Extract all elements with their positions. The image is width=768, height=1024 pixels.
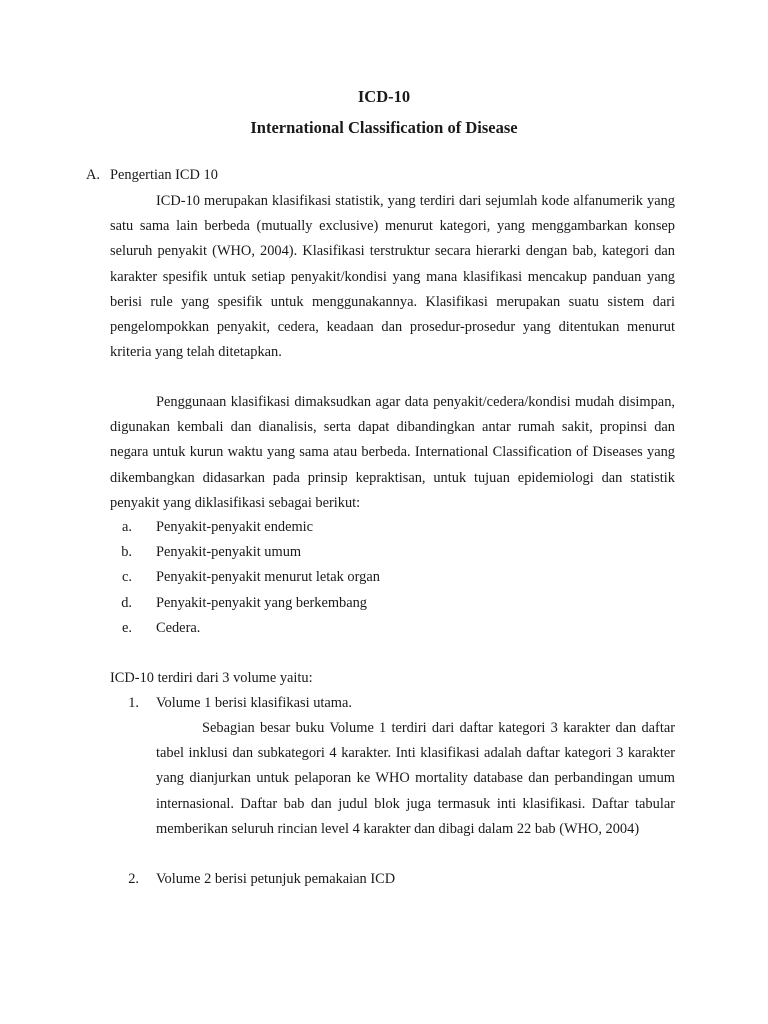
volume-item-text: Volume 2 berisi petunjuk pemakaian ICD [156, 871, 396, 887]
list-item-text: Penyakit-penyakit menurut letak organ [156, 569, 380, 586]
list-item [110, 515, 380, 540]
list-item-text: Penyakit-penyakit yang berkembang [156, 594, 367, 611]
document-subtitle: International Classification of Disease [250, 118, 518, 137]
list-item-text: Penyakit-penyakit endemic [156, 519, 314, 535]
volume-item-2 [110, 867, 395, 892]
volume-item-1 [110, 691, 352, 716]
volumes-intro: ICD-10 terdiri dari 3 volume yaitu: [110, 670, 313, 686]
list-item-text: Penyakit-penyakit umum [156, 544, 302, 561]
list-item [110, 591, 380, 616]
list-marker: c. [122, 569, 132, 586]
list-marker: a. [122, 519, 132, 535]
classification-list [110, 515, 380, 641]
document-title: ICD-10 [357, 87, 411, 106]
list-marker: d. [121, 594, 132, 611]
list-item [110, 540, 380, 565]
section-marker: A. [86, 167, 100, 183]
list-item [110, 616, 380, 641]
list-item [110, 565, 380, 590]
volume-1-description: Sebagian besar buku Volume 1 terdiri dari daftar kategori 3 karakter dan daftar tabel inklusi dan subkategori 4 karakter. Inti klasifikasi adalah daftar kategori 3 karakter yang dianjurkan untuk pelaporan ke WHO mortality database dan perbandingan umum internasional. Daftar bab dan judul blok juga termasuk inti klasifikasi. Daftar tabular memberikan seluruh rincian level 4 karakter dan dibagi dalam 22 bab (WHO, 2004) [156, 720, 675, 837]
list-marker: e. [122, 619, 132, 636]
section-heading [86, 167, 218, 184]
paragraph-definition: ICD-10 merupakan klasifikasi statistik, yang terdiri dari sejumlah kode alfanumerik yang satu sama lain berbeda (mutually exclusive) menurut kategori, yang menggambarkan konsep seluruh penyakit (WHO, 2004). Klasifikasi terstruktur secara hierarki dengan bab, kategori dan karakter spesifik untuk setiap penyakit/kondisi yang mana klasifikasi mencakup panduan yang berisi rule yang spesifik untuk menggunakannya. Klasifikasi merupakan suatu sistem dari pengelompokkan penyakit, cedera, keadaan dan prosedur-prosedur yang ditentukan menurut kriteria yang telah ditetapkan. [110, 193, 675, 361]
volume-marker: 2. [128, 871, 139, 887]
volume-marker: 1. [128, 695, 139, 711]
list-marker: b. [121, 544, 132, 561]
list-item-text: Cedera. [156, 619, 201, 636]
section-heading-text: Pengertian ICD 10 [110, 167, 218, 183]
paragraph-usage: Penggunaan klasifikasi dimaksudkan agar data penyakit/cedera/kondisi mudah disimpan, digunakan kembali dan dianalisis, serta dapat dibandingkan antar rumah sakit, propinsi dan negara untuk kurun waktu yang sama atau berbeda. International Classification of Diseases yang dikembangkan didasarkan pada prinsip kepraktisan, untuk tujuan epidemiologi dan statistik penyakit yang diklasifikasi sebagai berikut: [110, 394, 675, 511]
volume-item-text: Volume 1 berisi klasifikasi utama. [156, 695, 352, 711]
